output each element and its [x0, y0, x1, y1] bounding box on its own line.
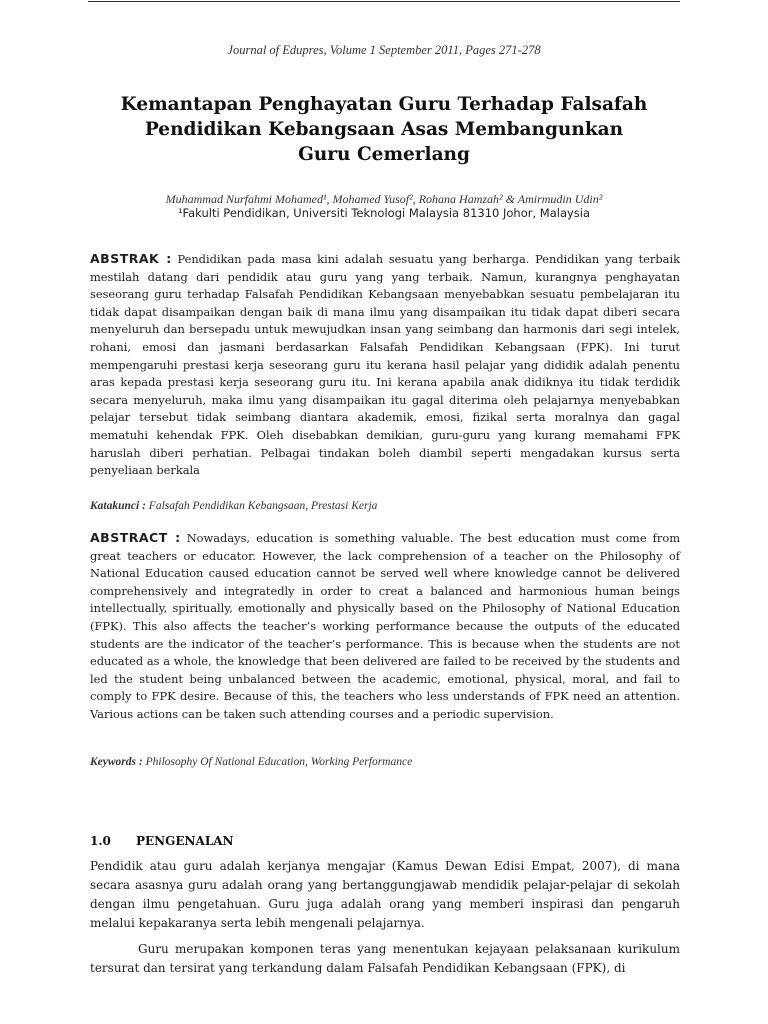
affiliation: ¹Fakulti Pendidikan, Universiti Teknologi Malaysia 81310 Johor, Malaysia — [177, 206, 591, 220]
section-title: PENGENALAN — [136, 834, 234, 848]
katakunci-label: Katakunci : — [90, 500, 146, 512]
paper-title: Kemantapan Penghayatan Guru Terhadap Falsafah Pendidikan Kebangsaan Asas Membangunkan Guru Cemerlang — [120, 94, 648, 165]
top-rule — [88, 1, 680, 2]
abstrak-paragraph — [90, 250, 680, 480]
section-number: 1.0 — [90, 834, 111, 848]
keywords-text: Philosophy Of National Education, Working Performance — [145, 756, 413, 768]
abstrak-text: Pendidikan pada masa kini adalah sesuatu yang berharga. Pendidikan yang terbaik mestilah datang dari pendidik atau guru yang yang terbaik. Namun, kurangnya penghayatan seseorang guru terhadap Falsafah Pendidikan Kebangsaan menyebabkan sesuatu pembelajaran itu tidak dapat disampaikan dengan baik di mana ilmu yang disampaikan itu tidak dapat diberi secara menyeluruh dan bersepadu untuk mewujudkan insan yang seimbang dan harmonis dari segi intelek, rohani, emosi dan jasmani berdasarkan Falsafah Pendidikan Kebangsaan (FPK). Ini turut mempengaruhi prestasi kerja seseorang guru itu kerana hasil pelajar yang dididik adalah penentu aras kepada prestasi kerja seseorang guru itu. Ini kerana apabila anak didiknya itu tidak terdidik secara menyeluruh, maka ilmu yang disampaikan itu gagal diterima oleh pelajarnya menyebabkan pelajar tersebut tidak seimbang diantara akademik, emosi, fizikal serta moralnya dan gagal mematuhi kehendak FPK. Oleh disebabkan demikian, guru-guru yang kurang memahami FPK haruslah diberi perhatian. Pelbagai tindakan boleh diambil seperti mengadakan kursus serta penyeliaan berkala — [90, 252, 680, 478]
abstract-label: ABSTRACT : — [90, 530, 181, 545]
author-list: Muhammad Nurfahmi Mohamed¹, Mohamed Yusof², Rohana Hamzah² & Amirmudin Udin² — [165, 192, 603, 206]
body-paragraph-1: Pendidik atau guru adalah kerjanya mengajar (Kamus Dewan Edisi Empat, 2007), di mana secara asasnya guru adalah orang yang bertanggungjawab mendidik pelajar-pelajar di sekolah dengan ilmu pengetahuan. Guru juga adalah orang yang memberi inspirasi dan pengaruh melalui kepakaranya serta lebih mengenali pelajarnya. — [90, 859, 680, 930]
section-heading — [90, 834, 680, 848]
katakunci-line — [90, 500, 680, 512]
abstract-paragraph — [90, 529, 680, 724]
abstract-text: Nowadays, education is something valuable. The best education must come from great teachers or educator. However, the lack comprehension of a teacher on the Philosophy of National Education caused education cannot be served well where knowledge cannot be delivered comprehensively and integratedly in order to creat a balanced and harmonious human beings intellectually, spiritually, emotionally and physically based on the Philosophy of National Education (FPK). This also affects the teacher’s working performance because the outputs of the educated students are the indicator of the teacher’s performance. This is because when the students are not educated as a whole, the knowledge that been delivered are failed to be received by the students and led the student being unbalanced between the academic, emotional, physical, moral, and fail to comply to FPK desire. Because of this, the teachers who less understands of FPK need an attention. Various actions can be taken such attending courses and a periodic supervision. — [90, 531, 680, 721]
journal-header: Journal of Edupres, Volume 1 September 2011, Pages 271-278 — [227, 43, 541, 57]
keywords-label: Keywords : — [90, 756, 143, 768]
body-paragraph-2: Guru merupakan komponen teras yang menentukan kejayaan pelaksanaan kurikulum tersurat dan tersirat yang terkandung dalam Falsafah Pendidikan Kebangsaan (FPK), di — [90, 942, 680, 975]
keywords-line — [90, 756, 680, 768]
abstrak-label: ABSTRAK : — [90, 251, 172, 266]
katakunci-text: Falsafah Pendidikan Kebangsaan, Prestasi Kerja — [148, 500, 378, 512]
